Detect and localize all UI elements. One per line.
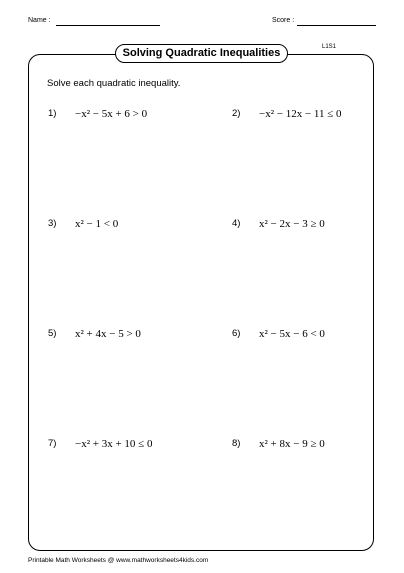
worksheet-frame [28, 54, 374, 551]
name-score-row [28, 17, 378, 29]
problem-expression: x² + 4x − 5 > 0 [75, 328, 141, 340]
problem-number: 2) [232, 108, 241, 119]
problem-expression: x² − 5x − 6 < 0 [259, 328, 325, 340]
problem-expression: x² − 1 < 0 [75, 218, 119, 230]
worksheet-title: Solving Quadratic Inequalities [115, 44, 288, 63]
problem-expression: x² − 2x − 3 ≥ 0 [259, 218, 325, 230]
name-label: Name : [28, 17, 51, 24]
problem-number: 5) [48, 328, 57, 339]
problem-number: 3) [48, 218, 57, 229]
problem-number: 1) [48, 108, 57, 119]
problem-expression: −x² − 5x + 6 > 0 [75, 108, 148, 120]
problem-number: 6) [232, 328, 241, 339]
worksheet-code: L1S1 [322, 44, 337, 50]
instruction-text: Solve each quadratic inequality. [47, 78, 181, 89]
problem-number: 8) [232, 438, 241, 449]
problem-number: 4) [232, 218, 241, 229]
problem-number: 7) [48, 438, 57, 449]
footer-credit: Printable Math Worksheets @ www.mathworksheets4kids.com [28, 557, 209, 564]
problem-expression: −x² − 12x − 11 ≤ 0 [259, 108, 342, 120]
problem-expression: x² + 8x − 9 ≥ 0 [259, 438, 325, 450]
score-line [297, 25, 376, 26]
problem-expression: −x² + 3x + 10 ≤ 0 [75, 438, 153, 450]
score-label: Score : [272, 17, 295, 24]
name-line [56, 25, 160, 26]
